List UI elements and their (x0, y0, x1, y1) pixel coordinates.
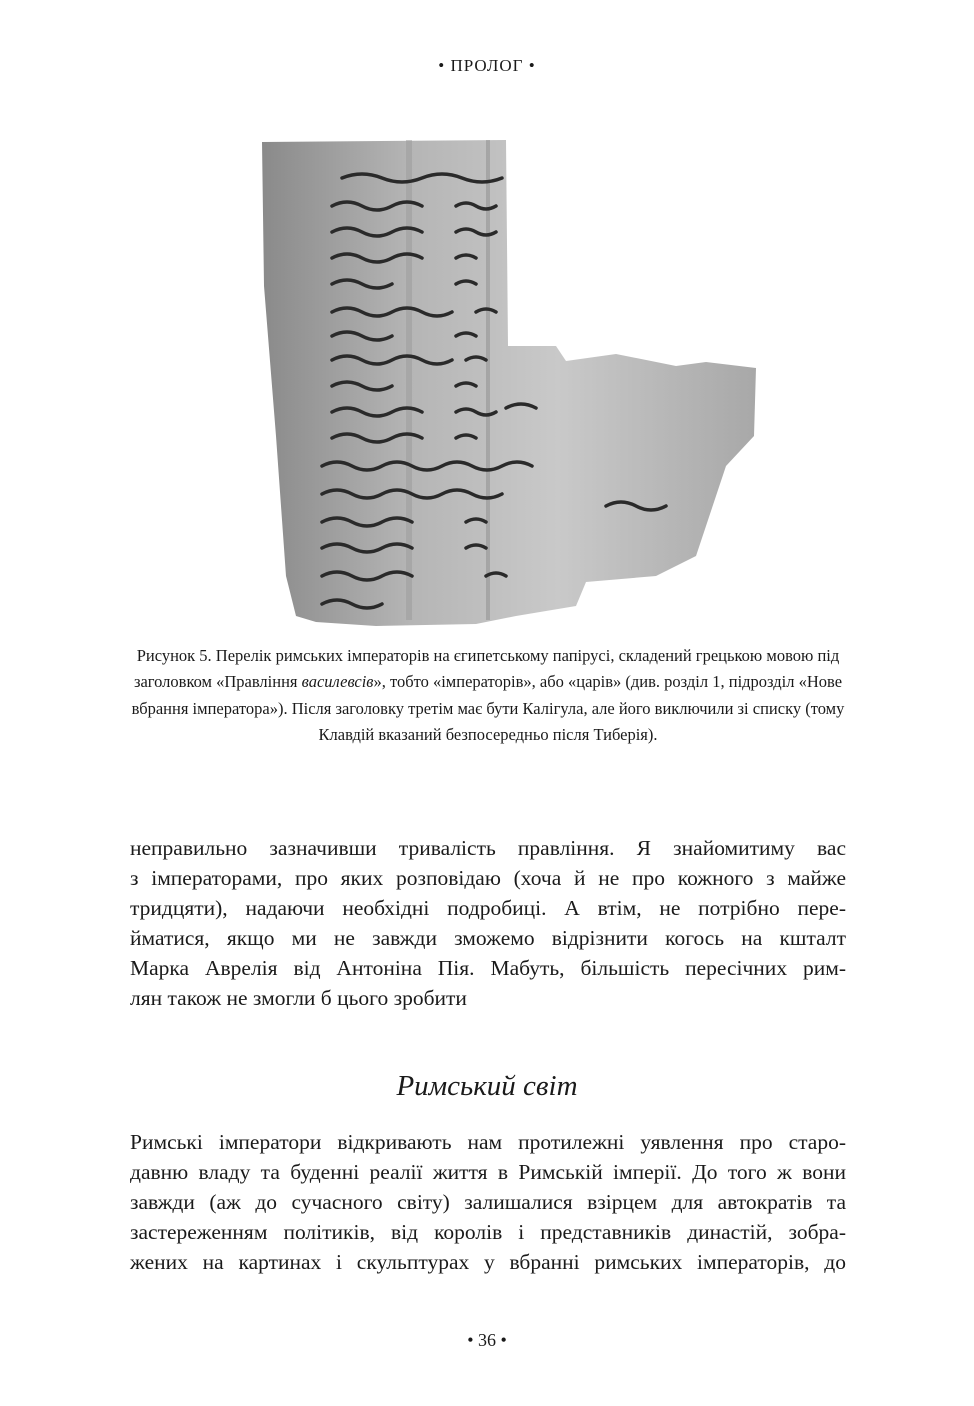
text-line: лян також не змогли б цього зробити (130, 986, 467, 1010)
text-line: давню владу та буденні реалії життя в Римській імперії. До того ж вони (130, 1160, 846, 1184)
text-line: з імператорами, про яких розповідаю (хоча й не про кожного з майже (130, 866, 846, 890)
page-number: • 36 • (467, 1330, 507, 1350)
text-line: тридцяти), надаючи необхідні подробиці. А втім, не потрібно пере- (130, 896, 846, 920)
caption-text: Рисунок 5. Перелік римських імператорів на єгипетському папірусі, складений грецькою мовою під заголовком «Правління (133, 646, 840, 692)
text-line: Римські імператори відкривають нам протилежні уявлення про старо- (130, 1130, 846, 1154)
text-line: Марка Аврелія від Антоніна Пія. Мабуть, більшість пересічних рим- (130, 956, 846, 980)
caption-text-end: », тобто «імператорів», або «царів» (див. розділ 1, підрозділ «Нове вбрання імператора»). Після заголовку третім має бути Калігула, але його виключили зі списку (тому Клавдій вказаний безпосередньо після Тиберія). (131, 672, 845, 745)
text-line: неправильно зазначивши тривалість правління. Я знайомитиму вас (130, 836, 846, 860)
text-line: жених на картинах і скульптурах у вбранні римських імператорів, до (130, 1250, 846, 1274)
papyrus-image (256, 136, 760, 630)
text-line: йматися, якщо ми не завжди зможемо відрізнити когось на кшталт (130, 926, 846, 950)
body-paragraph-1 (130, 833, 846, 1013)
section-heading: Римський світ (396, 1070, 578, 1102)
running-header: • ПРОЛОГ • (438, 56, 536, 75)
figure-caption (130, 643, 846, 749)
caption-italic-term: василевсів (301, 672, 374, 692)
text-line: застереженням політиків, від королів і представників династій, зобра- (130, 1220, 846, 1244)
text-line: завжди (аж до сучасного світу) залишалися взірцем для автократів та (130, 1190, 846, 1214)
body-paragraph-2 (130, 1127, 846, 1277)
